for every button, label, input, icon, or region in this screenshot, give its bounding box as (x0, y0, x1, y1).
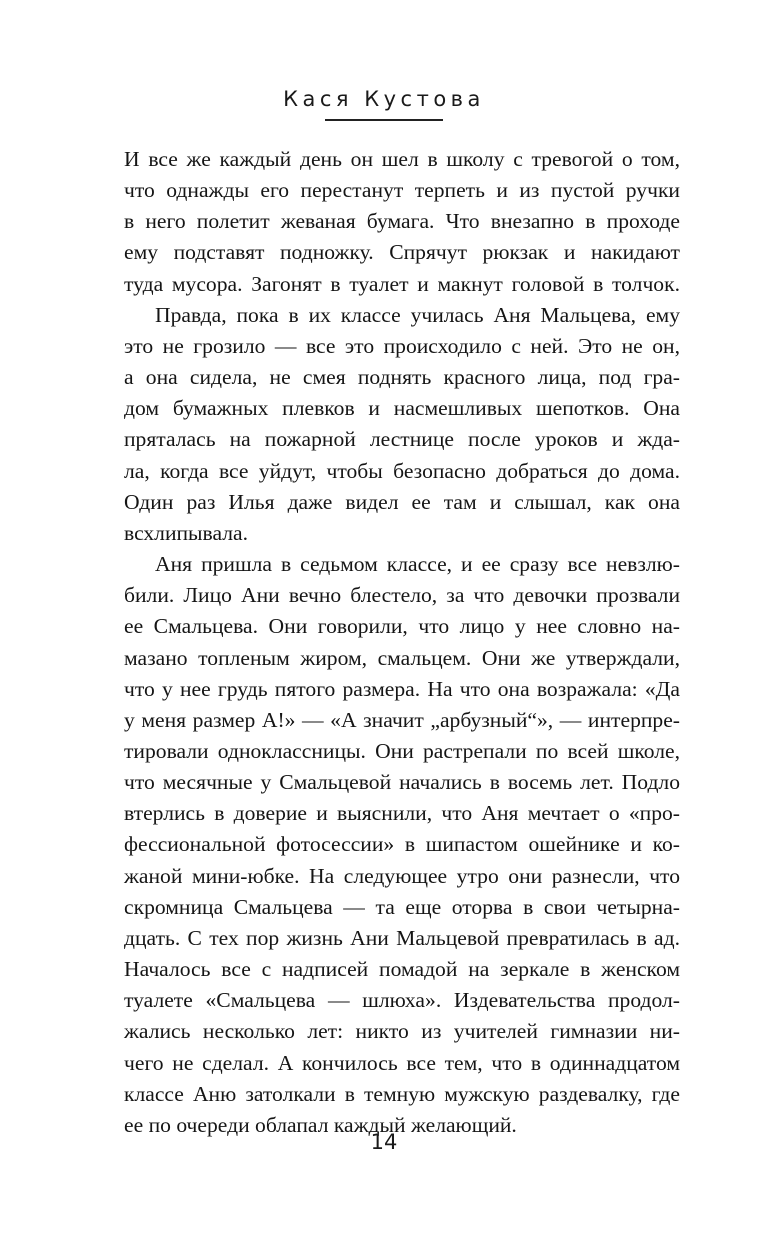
text-line: ему подставят подножку. Спрячут рюкзак и накидают (124, 240, 680, 265)
text-line: всхлипывала. (124, 520, 249, 545)
running-header (0, 86, 768, 121)
text-line: что месячные у Смальцевой начались в восемь лет. Подло (124, 770, 680, 795)
text-line: у меня размер А!» — «А значит „арбузный“», — интерпре- (124, 707, 680, 732)
text-line: жаной мини-юбке. На следующее утро они разнесли, что (124, 863, 680, 888)
text-line: Один раз Илья даже видел ее там и слышал, как она (124, 489, 680, 514)
text-line: дцать. С тех пор жизнь Ани Мальцевой превратилась в ад. (124, 925, 680, 950)
text-line: Правда, пока в их классе училась Аня Мальцева, ему (155, 302, 680, 327)
text-line: дом бумажных плевков и насмешливых шепотков. Она (124, 396, 680, 421)
text-line: били. Лицо Ани вечно блестело, за что девочки прозвали (124, 583, 680, 608)
text-line: фессиональной фотосессии» в шипастом ошейнике и ко- (124, 832, 680, 857)
author-name: Кася Кустова (283, 87, 485, 111)
text-line: Аня пришла в седьмом классе, и ее сразу все невзлю- (155, 552, 680, 577)
text-line: что однажды его перестанут терпеть и из пустой ручки (124, 178, 680, 203)
paragraph-3 (124, 549, 680, 1141)
text-line: ее по очереди облапал каждый желающий. (124, 1112, 517, 1137)
text-line: Началось все с надписей помадой на зеркале в женском (124, 957, 680, 982)
text-line: туда мусора. Загонят в туалет и макнут головой в толчок. (124, 271, 680, 296)
text-line: пряталась на пожарной лестнице после уроков и жда- (124, 427, 680, 452)
text-line: ла, когда все уйдут, чтобы безопасно добраться до дома. (124, 458, 680, 483)
text-line: скромница Смальцева — та еще оторва в свои четырна- (124, 894, 680, 919)
text-line: ее Смальцева. Они говорили, что лицо у нее словно на- (124, 614, 680, 639)
text-line: жались несколько лет: никто из учителей гимназии ни- (124, 1019, 680, 1044)
text-line: втерлись в доверие и выяснили, что Аня мечтает о «про- (124, 801, 680, 826)
text-line: туалете «Смальцева — шлюха». Издевательства продол- (124, 988, 680, 1013)
text-line: чего не сделал. А кончилось все тем, что в одиннадцатом (124, 1050, 680, 1075)
text-line: что у нее грудь пятого размера. На что она возражала: «Да (124, 676, 680, 701)
text-line: это не грозило — все это происходило с ней. Это не он, (124, 333, 680, 358)
text-line: И все же каждый день он шел в школу с тревогой о том, (124, 147, 680, 171)
text-line: тировали одноклассницы. Они растрепали по всей школе, (124, 738, 680, 763)
text-line: классе Аню затолкали в темную мужскую раздевалку, где (124, 1081, 680, 1106)
text-line: а она сидела, не смея поднять красного лица, под гра- (124, 365, 680, 390)
body-text (124, 144, 680, 1141)
paragraph-2 (124, 300, 680, 549)
paragraph-1 (124, 144, 680, 300)
text-line: в него полетит жеваная бумага. Что внезапно в проходе (124, 209, 680, 234)
text-line: мазано топленым жиром, смальцем. Они же утверждали, (124, 645, 680, 670)
header-rule (325, 119, 443, 121)
page-number: 14 (370, 1130, 398, 1154)
